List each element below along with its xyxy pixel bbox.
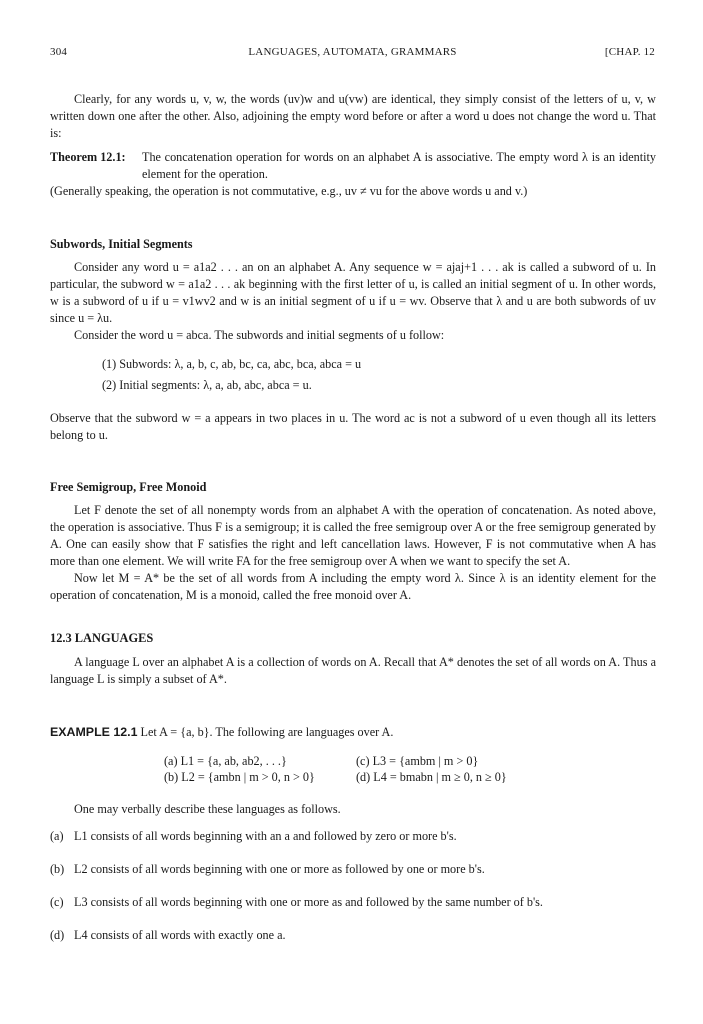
intro-paragraph: Clearly, for any words u, v, w, the words (uv)w and u(vw) are identical, they simply consist of the letters of u, v, w written down one after the other. Also, adjoining the empty word before or after a word u does not change the word u. That is:	[50, 92, 656, 140]
section-heading-languages: 12.3 LANGUAGES	[50, 631, 154, 645]
list-item	[50, 828, 656, 861]
example-block	[50, 724, 656, 741]
running-header	[50, 46, 655, 64]
list-item	[50, 927, 656, 960]
list-item	[50, 894, 656, 927]
definition-c: (c) L3 = {ambm | m > 0}	[356, 754, 479, 768]
language-definitions	[164, 753, 656, 785]
subwords-list	[102, 356, 656, 398]
theorem-block	[50, 149, 656, 183]
example-intro: Let A = {a, b}. The following are languages over A.	[140, 725, 394, 739]
item-key: (a)	[50, 829, 64, 843]
item-text: L1 consists of all words beginning with an a and followed by zero or more b's.	[74, 829, 457, 843]
example-lead: One may verbally describe these languages as follows.	[74, 802, 341, 816]
language-descriptions	[50, 828, 656, 960]
free-paragraph-1: Let F denote the set of all nonempty words from an alphabet A with the operation of concatenation. As noted above, the operation is associative. Thus F is a semigroup; it is called the free semigroup over A or the free semigroup generated by A. One can easily show that F satisfies the right and left cancellation laws. However, F is not commutative when A has more than one element. We will write FA for the free semigroup over A when we want to specify the set A.	[50, 503, 656, 568]
free-semigroup-heading: Free Semigroup, Free Monoid	[50, 480, 207, 494]
subwords-paragraph-2: Consider the word u = abca. The subwords and initial segments of u follow:	[74, 328, 445, 342]
free-paragraph-2: Now let M = A* be the set of all words from A including the empty word λ. Since λ is an identity element for the operation of concatenation, M is a monoid, called the free monoid over A.	[50, 571, 656, 602]
running-title: LANGUAGES, AUTOMATA, GRAMMARS	[248, 46, 457, 58]
item-text: L4 consists of all words with exactly one a.	[74, 928, 286, 942]
list-item: (2) Initial segments: λ, a, ab, abc, abca = u.	[102, 378, 312, 392]
definition-a: (a) L1 = {a, ab, ab2, . . .}	[164, 754, 287, 768]
subwords-paragraph-1: Consider any word u = a1a2 . . . an on an alphabet A. Any sequence w = ajaj+1 . . . ak is called a subword of u. In particular, the subword w = a1a2 . . . ak beginning with the first letter of u, is called an initial segment of u. In other words, w is a subword of u if u = v1wv2 and w is an initial segment of u if u = wv. Observe that λ and u are both subwords of uv since u = λu.	[50, 260, 656, 325]
theorem-note: (Generally speaking, the operation is not commutative, e.g., uv ≠ vu for the above words u and v.)	[50, 184, 528, 198]
item-key: (b)	[50, 862, 65, 876]
item-key: (d)	[50, 928, 65, 942]
body-content	[50, 91, 656, 960]
subwords-heading: Subwords, Initial Segments	[50, 237, 193, 251]
item-text: L3 consists of all words beginning with one or more as and followed by the same number of b's.	[74, 895, 543, 909]
definition-b: (b) L2 = {ambn | m > 0, n > 0}	[164, 770, 315, 784]
definition-d: (d) L4 = bmabn | m ≥ 0, n ≥ 0}	[356, 770, 507, 784]
item-key: (c)	[50, 895, 64, 909]
list-item: (1) Subwords: λ, a, b, c, ab, bc, ca, abc, bca, abca = u	[102, 357, 362, 371]
list-item	[50, 861, 656, 894]
theorem-text: The concatenation operation for words on an alphabet A is associative. The empty word λ is an identity element for the operation.	[142, 150, 656, 181]
chapter-label: [CHAP. 12	[604, 46, 655, 58]
example-label: EXAMPLE 12.1	[50, 725, 138, 739]
subwords-paragraph-3: Observe that the subword w = a appears in two places in u. The word ac is not a subword of u even though all its letters belong to u.	[50, 411, 656, 442]
item-text: L2 consists of all words beginning with one or more as followed by one or more b's.	[74, 862, 485, 876]
languages-paragraph: A language L over an alphabet A is a collection of words on A. Recall that A* denotes the set of all words on A. Thus a language L is simply a subset of A*.	[50, 655, 656, 686]
page-number: 304	[50, 46, 68, 58]
theorem-label: Theorem 12.1:	[50, 150, 126, 164]
